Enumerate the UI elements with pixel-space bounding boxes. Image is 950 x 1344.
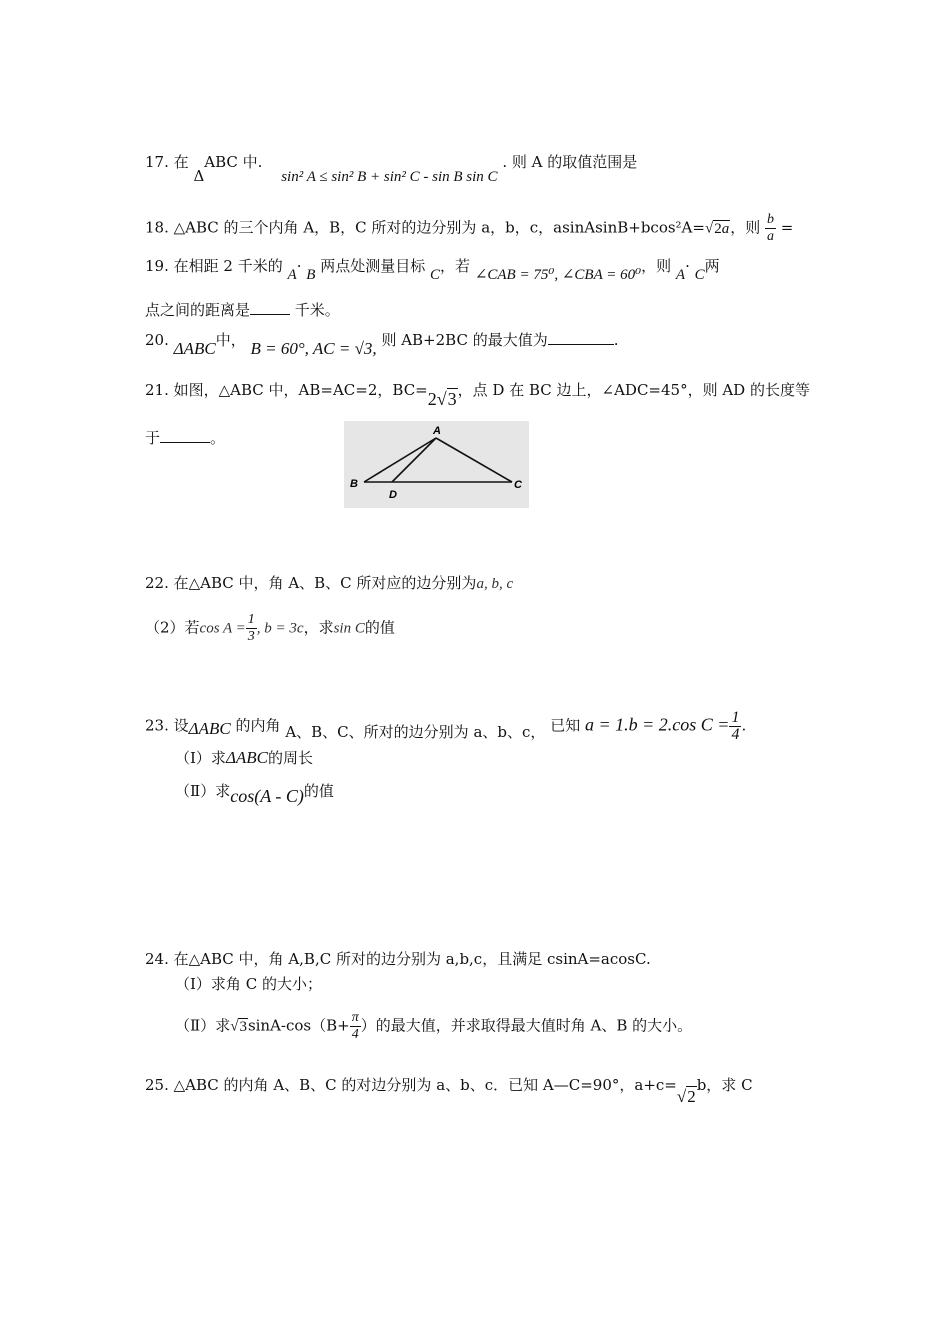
q19-text4: ，则 xyxy=(641,257,672,275)
q22-text: 在△ABC 中，角 A、B、C 所对应的边分别为 xyxy=(173,574,477,592)
q21-text2: ，点 D 在 BC 边上，∠ADC=45°，则 AD 的长度等 xyxy=(457,381,810,399)
q18-then: ，则 xyxy=(730,218,761,237)
q19-point-b: B xyxy=(306,267,316,283)
q25-sqrt-radicand: 2 xyxy=(687,1087,696,1106)
q19-dot2: · xyxy=(685,257,690,275)
question-24 xyxy=(145,949,651,969)
q24-fraction xyxy=(350,1010,361,1043)
q24-p1: （Ⅰ）求角 C 的大小； xyxy=(175,975,322,993)
q19-point-a: A xyxy=(287,267,297,283)
q18-frac-den: a xyxy=(767,229,774,244)
q19-text3: ，若 xyxy=(440,257,471,275)
q23-p1-label: （Ⅰ）求 xyxy=(175,749,226,767)
q21-line2-text: 于 xyxy=(145,429,161,447)
q23-end: . xyxy=(741,716,747,735)
q23-p1-triangle: ΔABC xyxy=(225,748,269,767)
q23-triangle: ΔABC xyxy=(188,718,231,738)
q19-answer-blank xyxy=(250,314,290,315)
q19-text1: 在相距 2 千米的 xyxy=(173,257,283,275)
label-a: A xyxy=(433,425,441,437)
question-20 xyxy=(145,330,619,358)
q21-sqrt-radicand: 3 xyxy=(447,389,457,409)
q17-text-abc: ABC 中. xyxy=(204,153,263,171)
q22-ask: ，求 xyxy=(303,618,334,637)
q22-ask2: 的值 xyxy=(364,618,395,637)
question-21-line2 xyxy=(145,428,225,448)
q24-p2-mid: sinA-cos（B+ xyxy=(247,1016,350,1035)
q20-text1: 中， xyxy=(215,331,246,349)
triangle-diagram xyxy=(344,421,529,508)
q23-p2-expr: cos(A - C) xyxy=(230,786,304,806)
q24-p2-label: （Ⅱ）求 xyxy=(175,1016,231,1035)
q24-frac-den: 4 xyxy=(351,1027,359,1042)
q19-number: 19. xyxy=(145,257,169,275)
q21-line2-end: 。 xyxy=(210,429,226,447)
q24-number: 24. xyxy=(145,950,169,968)
q25-sqrt: √2 xyxy=(676,1087,696,1106)
q19-text5: 两 xyxy=(704,257,720,275)
q18-frac-num: b xyxy=(767,212,774,227)
q17-triangle-symbol: Δ xyxy=(193,167,205,185)
q19-point-a2: A xyxy=(675,267,686,283)
question-23 xyxy=(145,710,746,743)
q23-p1-end: 的周长 xyxy=(268,749,314,767)
question-25 xyxy=(145,1075,753,1106)
q23-text4: a、b、c， xyxy=(473,722,546,741)
q19-point-c: C xyxy=(430,267,441,283)
q23-text1: 设 xyxy=(173,716,189,735)
q23-text5: 已知 xyxy=(550,716,581,735)
question-24-part2 xyxy=(175,1010,692,1043)
q17-text: 在 xyxy=(173,153,189,171)
q23-text3: A、B、C、所对的边分别为 xyxy=(285,722,469,741)
q23-number: 23. xyxy=(145,716,169,735)
question-21 xyxy=(145,379,810,409)
q17-number: 17. xyxy=(145,153,169,171)
q22-frac-den: 3 xyxy=(247,629,255,644)
q19-text2: 两点处测量目标 xyxy=(320,257,426,275)
q24-text: 在△ABC 中，角 A,B,C 所对的边分别为 a,b,c，且满足 csinA=acosC. xyxy=(173,950,651,968)
q21-text1: 如图，△ABC 中，AB=AC=2，BC= xyxy=(173,381,428,399)
q20-number: 20. xyxy=(145,331,169,349)
q23-condition: a = 1.b = 2.cos C = xyxy=(584,714,730,735)
q23-frac-num: 1 xyxy=(731,709,740,726)
side-ac xyxy=(436,438,512,482)
q19-line2-end: 千米。 xyxy=(294,301,340,319)
q23-fraction xyxy=(729,710,741,743)
q18-sqrt-radicand: 2 xyxy=(714,220,722,237)
q18-fraction xyxy=(765,212,776,245)
q17-question: . 则 A 的取值范围是 xyxy=(502,153,638,171)
triangle-figure xyxy=(344,421,529,508)
q22-cond: , b = 3c xyxy=(256,620,304,637)
q18-sqrt-var: a xyxy=(721,220,730,237)
q24-sqrt: √3 xyxy=(230,1018,247,1035)
question-19-line2 xyxy=(145,300,340,320)
q18-number: 18. xyxy=(145,218,169,237)
side-ab xyxy=(364,438,436,482)
q19-point-c2: C xyxy=(694,267,705,283)
q18-text: △ABC 的三个内角 A，B，C 所对的边分别为 a，b，c，asinAsinB+bcos²A= xyxy=(173,218,705,237)
q22-sub-label: （2）若 xyxy=(145,618,200,637)
q22-vars: a, b, c xyxy=(476,576,514,592)
q24-sqrt-radicand: 3 xyxy=(239,1018,247,1035)
q20-condition: B = 60°, AC = √3, xyxy=(250,339,377,358)
question-23-part2 xyxy=(175,780,334,806)
q20-answer-blank xyxy=(548,344,614,345)
question-23-part1 xyxy=(175,748,313,768)
question-22-part2 xyxy=(145,612,395,645)
q17-formula: sin² A ≤ sin² B + sin² C - sin B sin C xyxy=(281,169,498,185)
q23-p2-label: （Ⅱ）求 xyxy=(175,782,231,800)
q23-p2-end: 的值 xyxy=(303,782,334,800)
q23-text2: 的内角 xyxy=(235,716,281,735)
q24-frac-num: π xyxy=(351,1010,359,1025)
label-c: C xyxy=(514,479,522,491)
q19-angles: ∠CAB = 75⁰, ∠CBA = 60⁰ xyxy=(474,267,642,283)
question-18 xyxy=(145,212,793,245)
q21-sqrt: 2√3 xyxy=(427,389,457,409)
label-d: D xyxy=(389,489,397,501)
q18-equals: = xyxy=(780,218,794,237)
q22-sin: sin C xyxy=(333,620,365,637)
q18-sqrt: √2a xyxy=(704,220,730,237)
q22-fraction xyxy=(246,612,257,645)
q23-frac-den: 4 xyxy=(731,726,740,743)
q19-dot: · xyxy=(296,257,302,275)
q20-triangle: ΔABC xyxy=(173,339,216,358)
q19-line2-text: 点之间的距离是 xyxy=(145,301,251,319)
q25-number: 25. xyxy=(145,1076,169,1094)
question-24-part1 xyxy=(175,974,322,994)
q22-cos: cos A = xyxy=(199,620,246,637)
q22-number: 22. xyxy=(145,574,169,592)
label-b: B xyxy=(350,478,358,490)
question-17 xyxy=(145,152,638,185)
q20-text2: 则 AB+2BC 的最大值为 xyxy=(381,331,548,349)
q21-number: 21. xyxy=(145,381,169,399)
q25-text2: b，求 C xyxy=(696,1076,753,1094)
q22-frac-num: 1 xyxy=(247,612,255,627)
q20-end: . xyxy=(613,331,619,349)
question-19 xyxy=(145,256,720,283)
q25-text1: △ABC 的内角 A、B、C 的对边分别为 a、b、c．已知 A—C=90°，a+c= xyxy=(173,1076,677,1094)
q24-p2-end: ）的最大值，并求取得最大值时角 A、B 的大小。 xyxy=(360,1016,693,1035)
q21-sqrt-coef: 2 xyxy=(427,389,437,409)
q21-answer-blank xyxy=(160,442,210,443)
question-22 xyxy=(145,573,513,594)
